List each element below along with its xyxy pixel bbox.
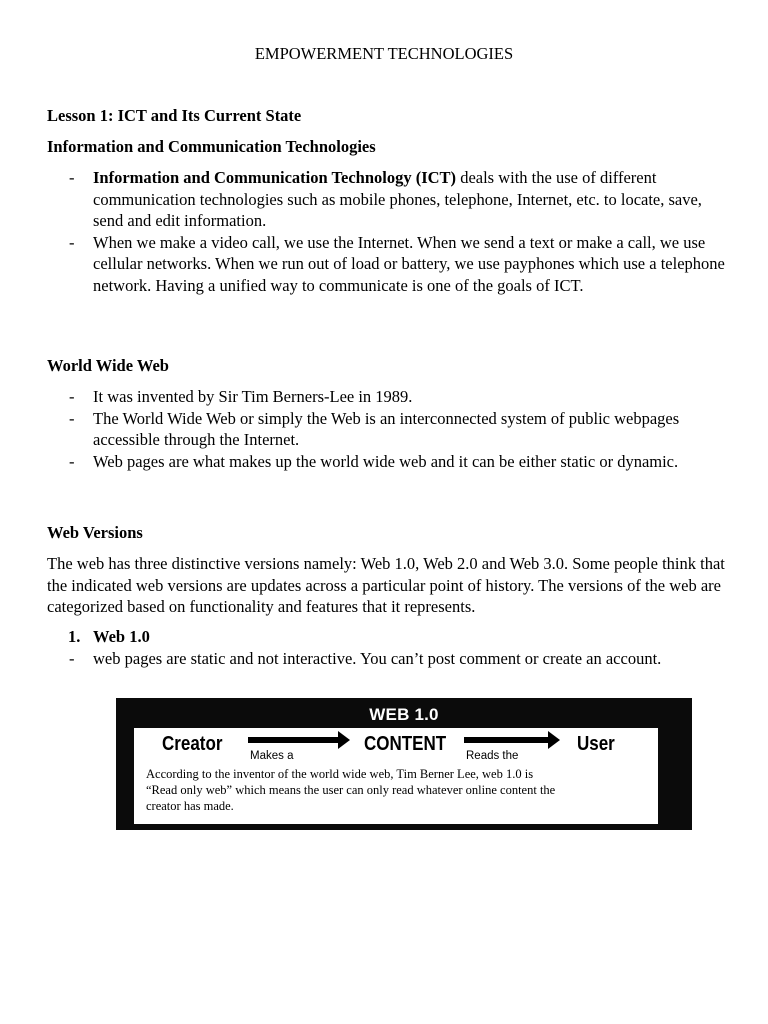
bullet-dash: -	[69, 387, 75, 406]
bullet-dash: -	[69, 232, 75, 252]
item-title: Web 1.0	[93, 627, 150, 646]
versions-paragraph: The web has three distinctive versions namely: Web 1.0, Web 2.0 and Web 3.0. Some people think that the indicated web versions are updates across a particular point of history. The versions of the web are categorized based on functionality and features that it represents.	[47, 554, 725, 616]
figure-makes-label: Makes a	[250, 750, 294, 762]
ict-example: When we make a video call, we use the Internet. When we send a text or make a call, we use cellular networks. When we run out of load or battery, we use payphones which use a telephone network. Having a unified way to communicate is one of the goals of ICT.	[93, 232, 725, 295]
list-item	[47, 451, 727, 473]
figure-panel	[134, 728, 658, 824]
figure-content-label: CONTENT	[364, 733, 447, 755]
figure-creator-label: Creator	[162, 733, 223, 755]
item-number: 1.	[68, 627, 81, 646]
lesson-heading: Lesson 1: ICT and Its Current State	[47, 106, 302, 125]
www-bullet-list	[47, 386, 727, 472]
web1-figure	[116, 698, 692, 830]
figure-title: WEB 1.0	[369, 705, 439, 724]
www-fact: Web pages are what makes up the world wide web and it can be either static or dynamic.	[93, 451, 679, 471]
web1-description: web pages are static and not interactive. You can’t post comment or create an account.	[93, 649, 662, 668]
list-item	[47, 408, 727, 451]
figure-description: According to the inventor of the world wide web, Tim Berner Lee, web 1.0 is “Read only web” which means the user can only read whatever online content the creator has made.	[146, 767, 556, 813]
right-arrow-icon	[248, 737, 340, 743]
list-item	[47, 648, 727, 670]
ict-term: Information and Communication Technology (ICT)	[93, 168, 457, 187]
bullet-dash: -	[69, 649, 75, 668]
www-fact: It was invented by Sir Tim Berners-Lee in 1989.	[93, 387, 413, 406]
right-arrow-icon	[464, 737, 550, 743]
web1-item-heading	[68, 626, 150, 648]
ict-bullet-list	[47, 167, 727, 296]
ict-definition: deals with the use of different communication technologies such as mobile phones, telephone, Internet, etc. to locate, save, send and edit information.	[93, 168, 702, 230]
figure-user-label: User	[577, 733, 615, 755]
list-item	[47, 386, 727, 408]
www-fact: The World Wide Web or simply the Web is an interconnected system of public webpages accessible through the Internet.	[93, 408, 680, 449]
figure-reads-label: Reads the	[466, 750, 519, 762]
web1-bullet-list	[47, 648, 727, 670]
www-heading: World Wide Web	[47, 356, 169, 375]
bullet-dash: -	[69, 451, 75, 471]
ict-heading: Information and Communication Technologies	[47, 137, 376, 156]
versions-heading: Web Versions	[47, 523, 143, 542]
list-item	[47, 167, 727, 232]
bullet-dash: -	[69, 408, 75, 428]
list-item	[47, 232, 727, 297]
document-title: EMPOWERMENT TECHNOLOGIES	[254, 44, 514, 63]
bullet-dash: -	[69, 168, 75, 187]
